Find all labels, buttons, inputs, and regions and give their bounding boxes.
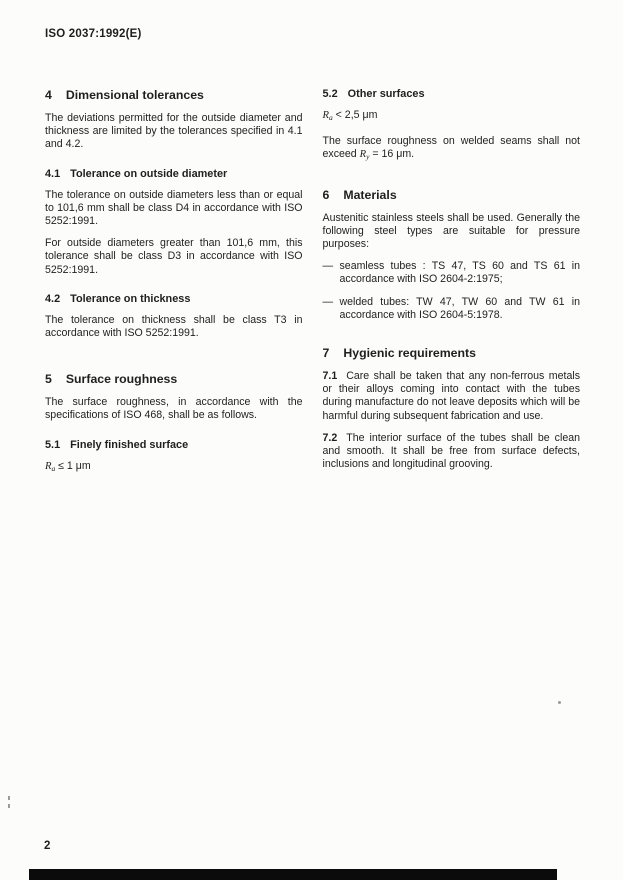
- paragraph: The deviations permitted for the outside diameter and thickness are limited by the tolerances specified in 4.1 and 4.2.: [45, 112, 303, 151]
- section-title: Tolerance on thickness: [70, 292, 191, 305]
- scan-speck: [8, 796, 10, 800]
- paragraph: The tolerance on outside diameters less than or equal to 101,6 mm shall be class D4 in accordance with ISO 5252:1991.: [45, 188, 303, 228]
- paragraph: Austenitic stainless steels shall be used. Generally the following steel types are suitable for pressure purposes:: [322, 211, 580, 251]
- page-number: 2: [44, 840, 51, 852]
- section-number: 4.1: [45, 167, 61, 180]
- variable-symbol: R: [359, 149, 367, 161]
- formula-value: < 2,5 μm: [332, 109, 378, 121]
- section-title: Tolerance on outside diameter: [70, 167, 228, 180]
- variable-subscript: y: [366, 152, 370, 162]
- section-heading-6: [323, 188, 581, 202]
- variable-symbol: R: [322, 110, 329, 121]
- paragraph: For outside diameters greater than 101,6 mm, this tolerance shall be class D3 in accordance with ISO 5252:1991.: [45, 237, 303, 276]
- scan-artifact-bar: [29, 869, 557, 880]
- section-number: 5.1: [45, 438, 61, 451]
- section-title: Finely finished surface: [70, 438, 189, 451]
- list-dash: —: [322, 295, 334, 308]
- section-number: 5: [45, 372, 52, 387]
- variable-subscript: a: [328, 113, 333, 122]
- section-title: Dimensional tolerances: [65, 88, 204, 102]
- paragraph: [323, 135, 581, 163]
- paragraph-text: The surface roughness on welded seams shall not exceed: [322, 135, 580, 161]
- section-title: Surface roughness: [65, 372, 178, 387]
- paragraph-text: The interior surface of the tubes shall be clean and smooth. It shall be free from surface defects, inclusions and longitudinal grooving.: [322, 431, 580, 471]
- variable-symbol: R: [45, 460, 52, 472]
- paragraph-text: = 16 μm.: [369, 148, 415, 161]
- formula-value: ≤ 1 μm: [55, 459, 91, 472]
- roughness-formula: [323, 109, 581, 124]
- section-number: 6: [322, 187, 330, 202]
- clause-number: 7.2: [322, 431, 338, 444]
- two-column-layout: [45, 88, 580, 486]
- section-title: Hygienic requirements: [343, 346, 476, 361]
- variable-subscript: a: [51, 463, 56, 473]
- right-column: [323, 88, 581, 486]
- clause-number: 7.1: [322, 370, 338, 383]
- paragraph: [323, 432, 581, 472]
- list-item: [323, 296, 581, 322]
- section-heading-5: [45, 372, 303, 386]
- paragraph: [323, 370, 581, 423]
- section-heading-5-2: [323, 88, 581, 100]
- section-number: 5.2: [322, 88, 338, 100]
- list-dash: —: [322, 260, 334, 273]
- list-item-text: welded tubes: TW 47, TW 60 and TW 61 in accordance with ISO 2604-5:1978.: [339, 295, 580, 321]
- section-number: 7: [322, 346, 330, 361]
- section-title: Other surfaces: [347, 88, 425, 100]
- document-reference: ISO 2037:1992(E): [45, 28, 142, 40]
- section-heading-4-2: [45, 293, 303, 305]
- left-column: [45, 88, 303, 486]
- section-number: 4: [45, 88, 52, 102]
- section-number: 4.2: [45, 292, 61, 305]
- section-title: Materials: [343, 187, 397, 202]
- scan-speck: [558, 701, 561, 704]
- section-heading-5-1: [45, 439, 303, 451]
- paragraph: The surface roughness, in accordance with the specifications of ISO 468, shall be as follows.: [45, 396, 303, 422]
- scan-speck: [8, 804, 10, 808]
- section-heading-4-1: [45, 168, 303, 180]
- list-item-text: seamless tubes : TS 47, TS 60 and TS 61 in accordance with ISO 2604-2:1975;: [339, 260, 580, 286]
- list-item: [323, 260, 581, 286]
- section-heading-4: [45, 88, 303, 102]
- section-heading-7: [323, 346, 581, 360]
- roughness-formula: [45, 460, 303, 475]
- paragraph: The tolerance on thickness shall be class T3 in accordance with ISO 5252:1991.: [45, 313, 303, 340]
- paragraph-text: Care shall be taken that any non-ferrous metals or their alloys coming into contact with the tubes during manufacture do not leave deposits which will be harmful during subsequent fabrication and use.: [322, 370, 580, 422]
